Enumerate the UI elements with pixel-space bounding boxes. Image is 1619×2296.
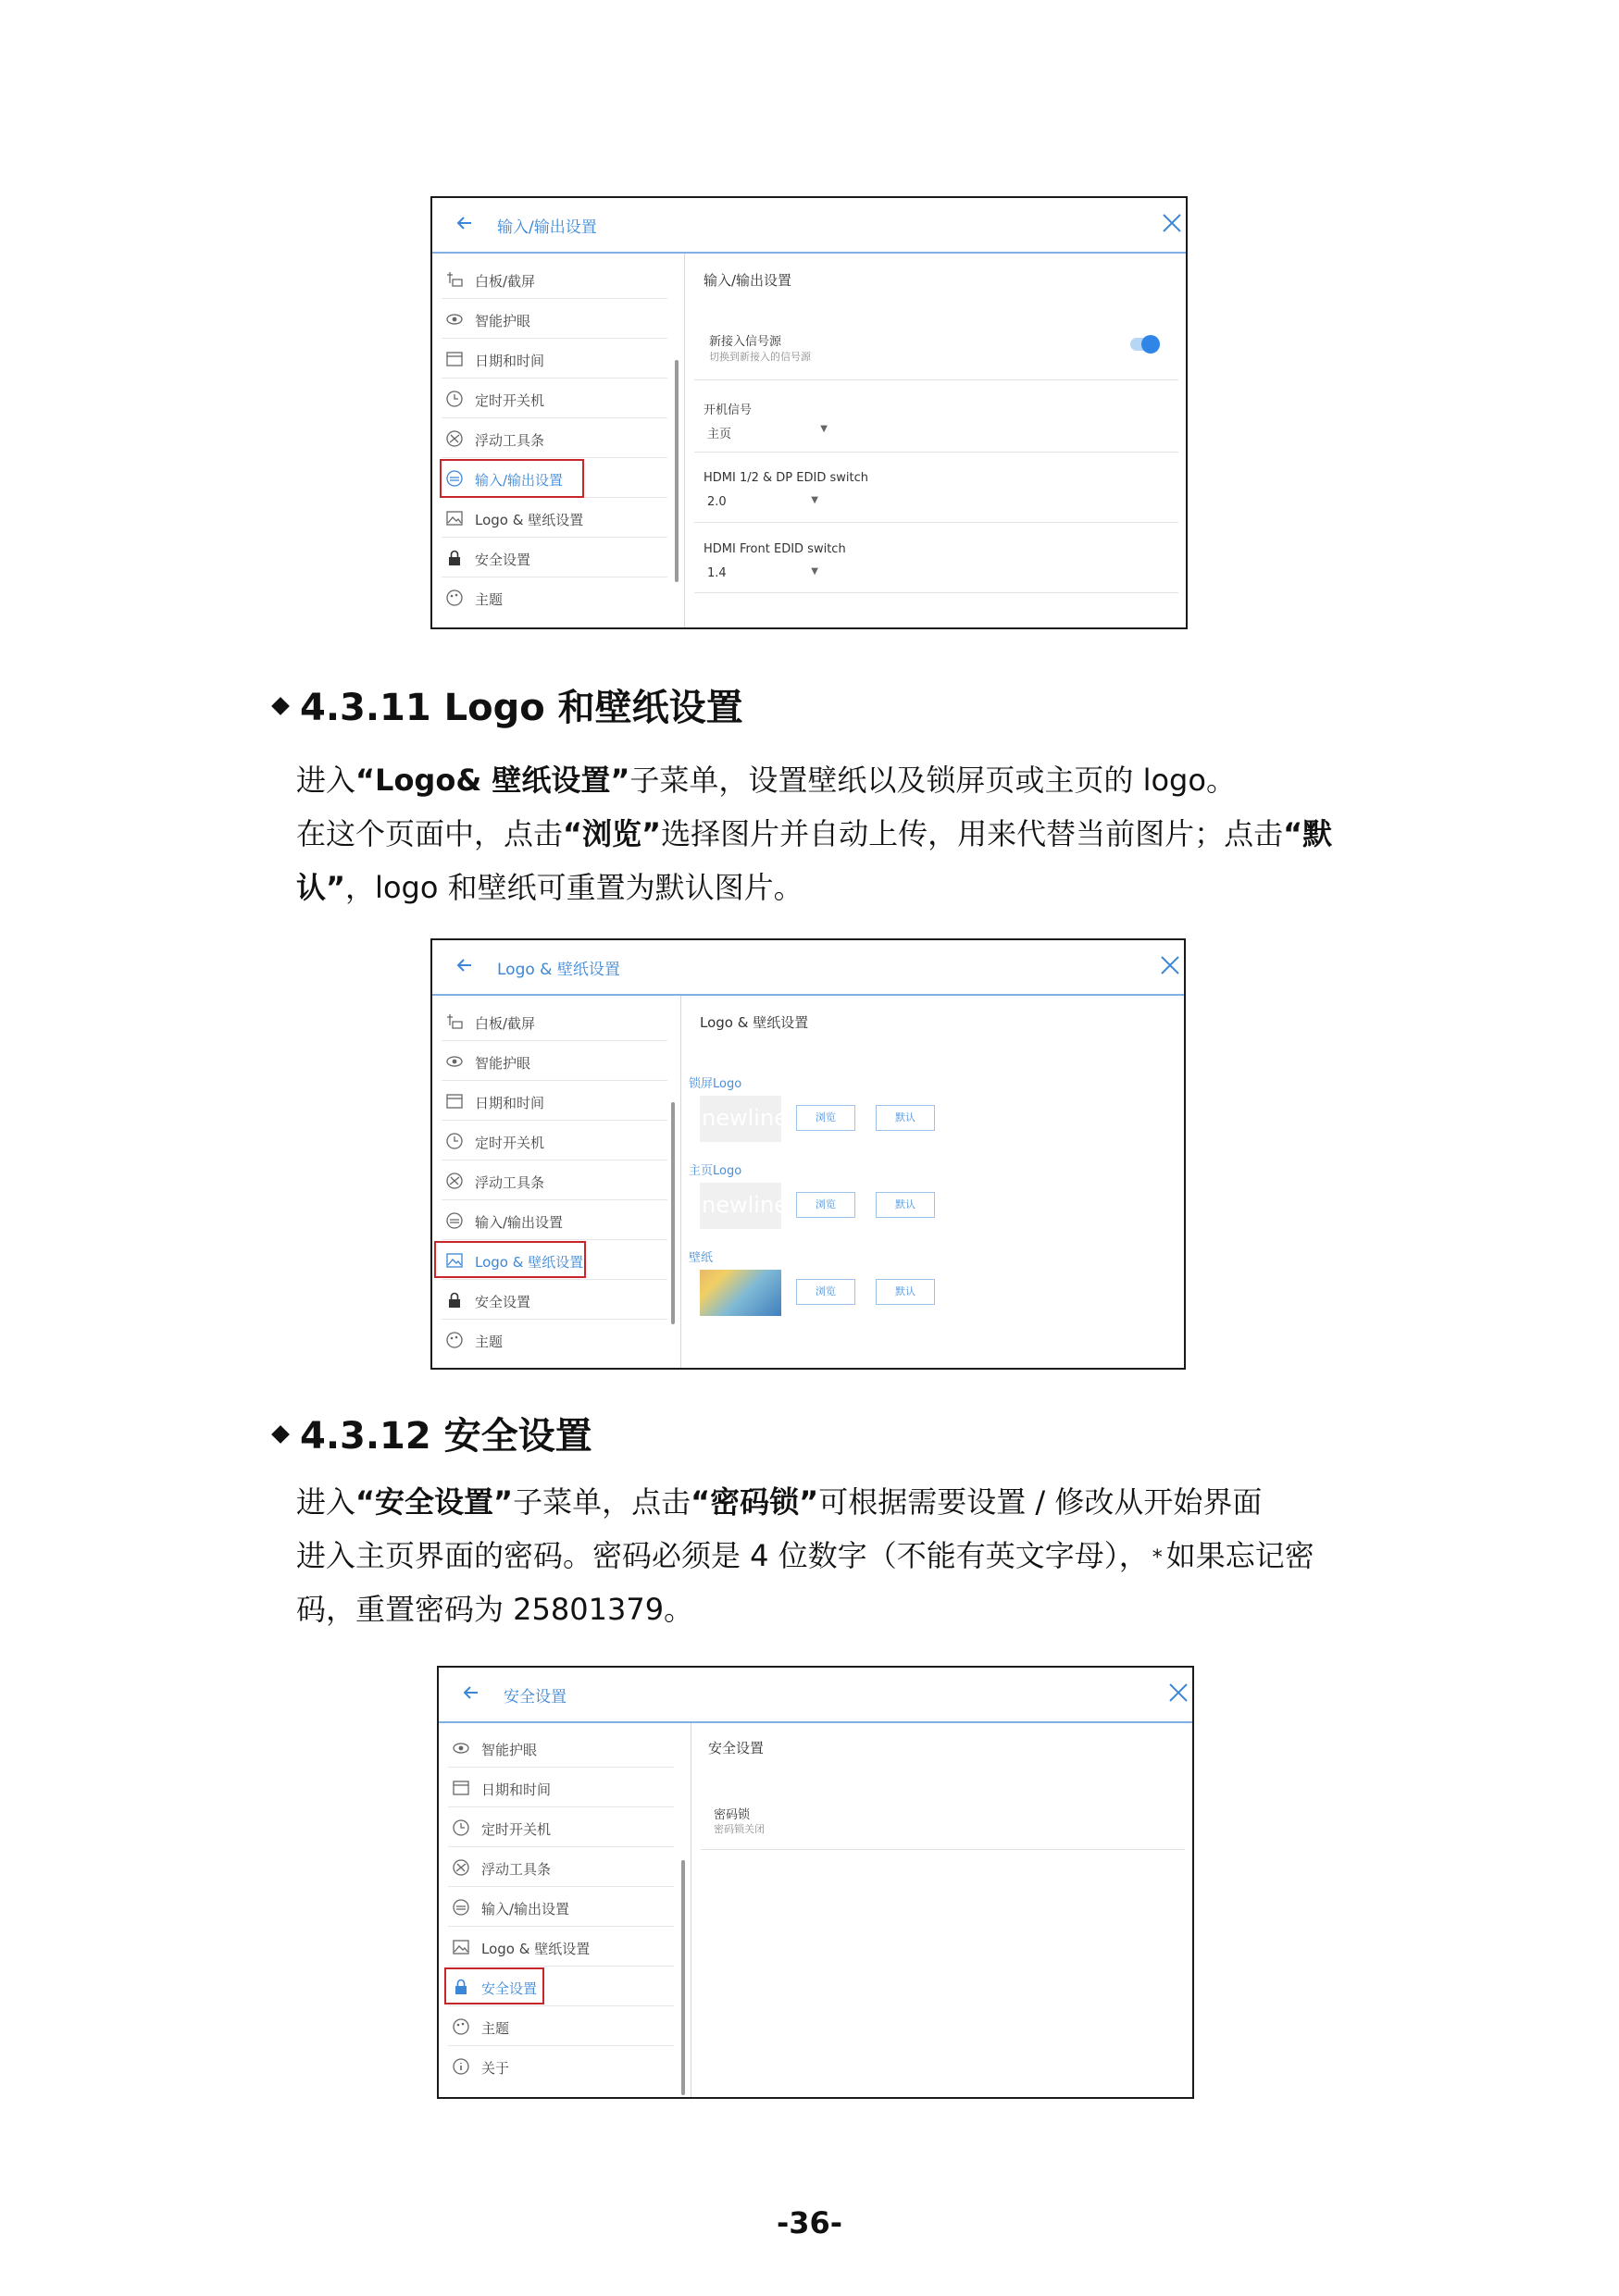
- sidebar-item-label: 定时开关机: [475, 1135, 545, 1151]
- sidebar-item-date-time[interactable]: [442, 339, 667, 379]
- sidebar-item-label: Logo & 壁纸设置: [475, 512, 584, 528]
- image-icon: [452, 1938, 470, 1956]
- home-logo-browse-button[interactable]: 浏览: [796, 1192, 855, 1218]
- sidebar-item-label: 日期和时间: [481, 1781, 552, 1798]
- settings-sidebar: [432, 996, 681, 1368]
- sidebar-item-io-settings[interactable]: [442, 1200, 667, 1240]
- divider: [694, 592, 1178, 593]
- sidebar-item-label: 浮动工具条: [475, 1174, 545, 1191]
- toolbar-icon: [452, 1858, 470, 1877]
- whiteboard-icon: [445, 1012, 464, 1031]
- sidebar-item-label: 输入/输出设置: [475, 472, 564, 489]
- boot-signal-label: 开机信号: [704, 403, 753, 417]
- sidebar-item-label: 智能护眼: [481, 1742, 538, 1758]
- sidebar-scrollbar[interactable]: [675, 360, 679, 582]
- main-title: Logo & 壁纸设置: [700, 1014, 809, 1031]
- sidebar-item-label: 浮动工具条: [481, 1861, 552, 1878]
- paragraph-line: 进入主页界面的密码。密码必须是 4 位数字（不能有英文字母）， * 如果忘记密: [296, 1538, 1314, 1573]
- sidebar-item-label: 日期和时间: [475, 353, 545, 369]
- header-title: 输入/输出设置: [497, 218, 597, 237]
- sidebar-item-label: 浮动工具条: [475, 432, 545, 449]
- chevron-down-icon: ▼: [820, 424, 828, 434]
- sidebar-item-label: 安全设置: [475, 552, 531, 568]
- paragraph-line: 认”，logo 和壁纸可重置为默认图片。: [296, 870, 803, 905]
- io-icon: [452, 1898, 470, 1917]
- sidebar-item-theme[interactable]: [442, 1320, 667, 1359]
- home-logo-default-button[interactable]: 默认: [876, 1192, 935, 1218]
- chevron-down-icon: ▼: [811, 566, 818, 577]
- sidebar-item-logo-wallpaper[interactable]: [448, 1927, 674, 1967]
- io-icon: [445, 1211, 464, 1230]
- sidebar-item-theme[interactable]: [448, 2006, 674, 2046]
- close-icon[interactable]: [1160, 211, 1184, 235]
- chevron-down-icon: ▼: [811, 495, 818, 505]
- back-arrow-icon[interactable]: [453, 211, 477, 235]
- settings-sidebar: [432, 254, 685, 627]
- eye-icon: [452, 1739, 470, 1757]
- sidebar-item-date-time[interactable]: [442, 1081, 667, 1121]
- sidebar-item-label: 智能护眼: [475, 313, 531, 329]
- password-lock-label[interactable]: 密码锁: [714, 1808, 751, 1822]
- paragraph-line: 进入“安全设置”子菜单，点击“密码锁”可根据需要设置 / 修改从开始界面: [296, 1484, 1263, 1520]
- wallpaper-thumbnail: [700, 1270, 781, 1316]
- lock-logo-default-button[interactable]: 默认: [876, 1105, 935, 1131]
- wallpaper-label: 壁纸: [689, 1251, 714, 1265]
- sidebar-item-label: 定时开关机: [475, 392, 545, 409]
- sidebar-item-label: Logo & 壁纸设置: [481, 1941, 591, 1957]
- sidebar-item-label: 主题: [475, 1334, 504, 1350]
- boot-signal-dropdown[interactable]: 主页 ▼: [707, 424, 828, 441]
- sidebar-item-eye-care[interactable]: [448, 1728, 674, 1768]
- new-source-desc: 切换到新接入的信号源: [709, 351, 811, 363]
- sidebar-item-floating-toolbar[interactable]: [448, 1847, 674, 1887]
- clock-icon: [445, 390, 464, 408]
- sidebar-item-eye-care[interactable]: [442, 299, 667, 339]
- settings-header: [432, 940, 1184, 996]
- lock-icon: [445, 549, 464, 567]
- sidebar-scrollbar[interactable]: [671, 1102, 675, 1324]
- clock-icon: [452, 1818, 470, 1837]
- home-logo-thumbnail: newline: [700, 1183, 781, 1229]
- settings-sidebar: [439, 1723, 691, 2097]
- divider: [694, 379, 1178, 380]
- sidebar-item-label: 关于: [481, 2060, 510, 2077]
- lock-logo-thumbnail: newline: [700, 1096, 781, 1142]
- section-heading-logo-wallpaper: 4.3.11 Logo 和壁纸设置: [274, 678, 743, 731]
- settings-header: [432, 198, 1186, 254]
- calendar-icon: [452, 1779, 470, 1797]
- sidebar-item-label: 安全设置: [475, 1294, 531, 1310]
- front-edid-label: HDMI Front EDID switch: [704, 542, 846, 556]
- divider: [694, 522, 1178, 523]
- header-title: 安全设置: [504, 1688, 567, 1706]
- sidebar-item-label: 输入/输出设置: [475, 1214, 564, 1231]
- front-edid-dropdown[interactable]: 1.4 ▼: [707, 566, 818, 580]
- new-source-label: 新接入信号源: [709, 335, 782, 349]
- sidebar-item-label: 智能护眼: [475, 1055, 531, 1072]
- sidebar-item-schedule[interactable]: [442, 379, 667, 418]
- screenshot-io-settings: [430, 196, 1188, 629]
- divider: [694, 452, 1178, 453]
- sidebar-item-label: 安全设置: [481, 1980, 538, 1997]
- hdmi-edid-dropdown[interactable]: 2.0 ▼: [707, 495, 818, 509]
- main-title: 安全设置: [708, 1740, 765, 1756]
- wallpaper-default-button[interactable]: 默认: [876, 1279, 935, 1305]
- highlight-box: [434, 1241, 586, 1278]
- password-lock-desc: 密码锁关闭: [714, 1823, 765, 1835]
- sidebar-item-eye-care[interactable]: [442, 1041, 667, 1081]
- sidebar-item-whiteboard[interactable]: [442, 1001, 667, 1041]
- toolbar-icon: [445, 1172, 464, 1190]
- close-icon[interactable]: [1158, 953, 1182, 977]
- settings-header: [439, 1668, 1192, 1723]
- back-arrow-icon[interactable]: [459, 1681, 483, 1705]
- sidebar-item-label: 日期和时间: [475, 1095, 545, 1111]
- header-title: Logo & 壁纸设置: [497, 961, 620, 979]
- settings-main: [685, 254, 1186, 627]
- page-number: -36-: [776, 2205, 843, 2240]
- sidebar-item-floating-toolbar[interactable]: [442, 1160, 667, 1200]
- sidebar-item-theme[interactable]: [442, 577, 667, 617]
- sidebar-scrollbar[interactable]: [681, 1860, 685, 2095]
- back-arrow-icon[interactable]: [453, 953, 477, 977]
- sidebar-item-label: 白板/截屏: [475, 1015, 536, 1032]
- paragraph-line: 在这个页面中，点击“浏览”选择图片并自动上传，用来代替当前图片；点击“默: [296, 816, 1333, 851]
- sidebar-item-label: Logo & 壁纸设置: [475, 1254, 584, 1271]
- clock-icon: [445, 1132, 464, 1150]
- settings-main: [691, 1723, 1192, 2097]
- sidebar-item-label: 主题: [475, 591, 504, 608]
- sidebar-item-date-time[interactable]: [448, 1768, 674, 1807]
- wallpaper-browse-button[interactable]: 浏览: [796, 1279, 855, 1305]
- screenshot-security: [437, 1666, 1194, 2099]
- sidebar-item-schedule[interactable]: [442, 1121, 667, 1160]
- sidebar-item-io-settings[interactable]: [448, 1887, 674, 1927]
- diamond-bullet-icon: [271, 697, 290, 715]
- paragraph-line: 码，重置密码为 25801379。: [296, 1592, 694, 1627]
- calendar-icon: [445, 350, 464, 368]
- lock-logo-label: 锁屏Logo: [689, 1077, 742, 1091]
- lock-logo-browse-button[interactable]: 浏览: [796, 1105, 855, 1131]
- theme-icon: [445, 589, 464, 607]
- eye-icon: [445, 1052, 464, 1071]
- main-title: 输入/输出设置: [704, 272, 792, 289]
- sidebar-item-label: 主题: [481, 2020, 510, 2037]
- image-icon: [445, 509, 464, 527]
- eye-icon: [445, 310, 464, 329]
- sidebar-item-whiteboard[interactable]: [442, 259, 667, 299]
- screenshot-logo-wallpaper: [430, 938, 1186, 1370]
- hdmi-edid-label: HDMI 1/2 & DP EDID switch: [704, 471, 868, 485]
- diamond-bullet-icon: [271, 1425, 290, 1444]
- theme-icon: [452, 2017, 470, 2036]
- calendar-icon: [445, 1092, 464, 1111]
- settings-main: [681, 996, 1184, 1368]
- sidebar-item-floating-toolbar[interactable]: [442, 418, 667, 458]
- sidebar-item-about[interactable]: [448, 2046, 674, 2086]
- close-icon[interactable]: [1166, 1681, 1190, 1705]
- sidebar-item-security[interactable]: [442, 538, 667, 577]
- sidebar-item-label: 定时开关机: [481, 1821, 552, 1838]
- sidebar-item-security[interactable]: [442, 1280, 667, 1320]
- sidebar-item-label: 输入/输出设置: [481, 1901, 570, 1917]
- highlight-box: [440, 459, 584, 498]
- theme-icon: [445, 1331, 464, 1349]
- sidebar-item-logo-wallpaper[interactable]: [442, 498, 667, 538]
- paragraph-line: 进入“Logo& 壁纸设置”子菜单，设置壁纸以及锁屏页或主页的 logo。: [296, 763, 1236, 798]
- info-icon: [452, 2057, 470, 2076]
- divider: [701, 1849, 1185, 1850]
- section-heading-security: 4.3.12 安全设置: [274, 1407, 592, 1459]
- whiteboard-icon: [445, 270, 464, 289]
- lock-icon: [445, 1291, 464, 1309]
- sidebar-item-label: 白板/截屏: [475, 273, 536, 290]
- new-source-toggle[interactable]: [1130, 338, 1158, 351]
- sidebar-item-schedule[interactable]: [448, 1807, 674, 1847]
- highlight-box: [444, 1967, 544, 2004]
- home-logo-label: 主页Logo: [689, 1164, 742, 1178]
- toolbar-icon: [445, 429, 464, 448]
